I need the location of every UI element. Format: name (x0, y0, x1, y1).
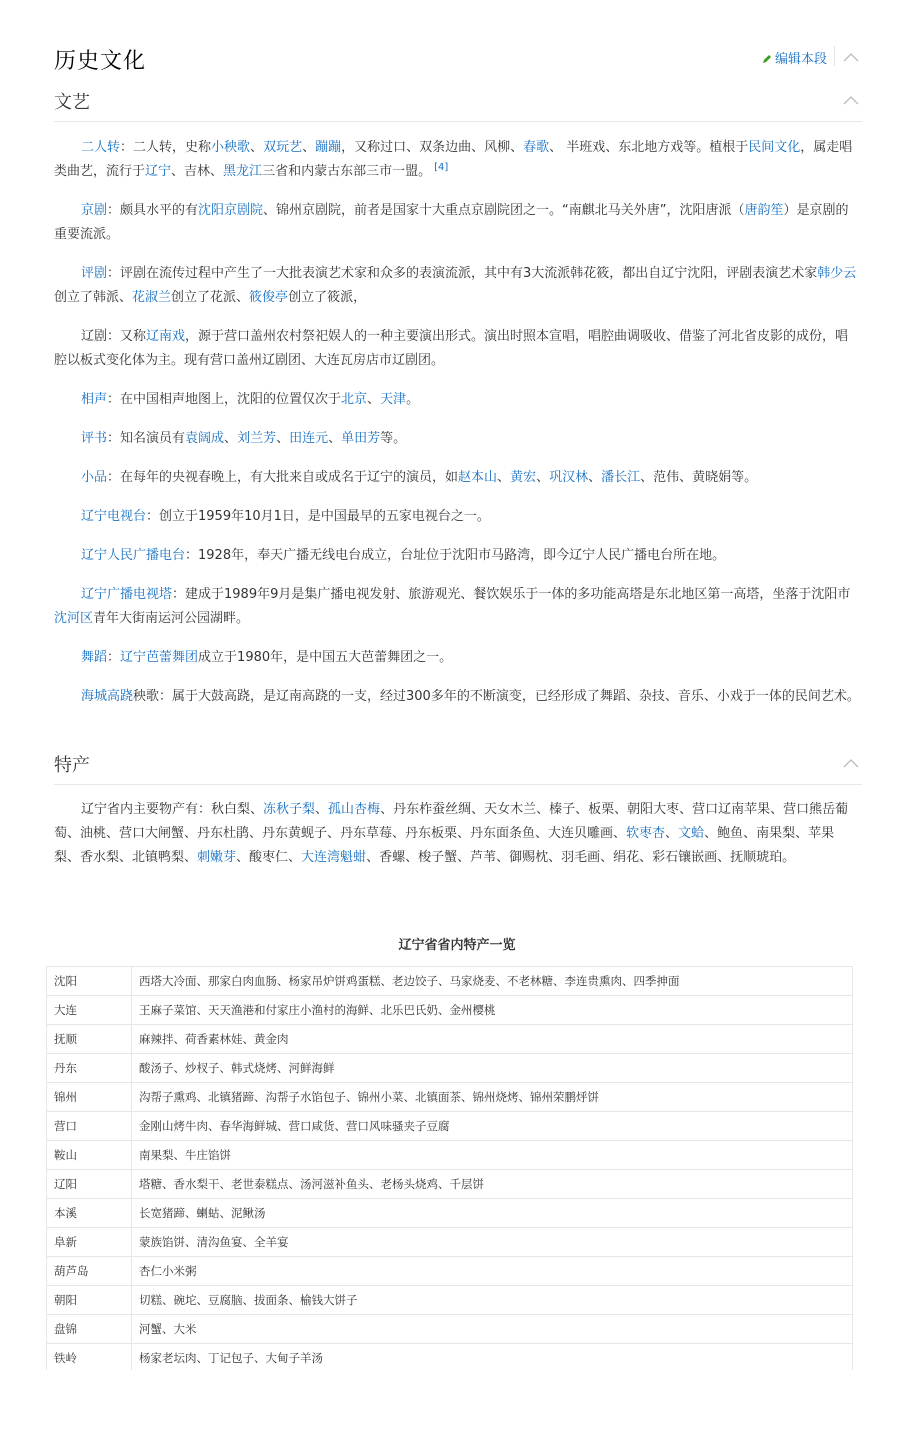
city-cell: 沈阳 (47, 967, 132, 996)
items-cell: 酸汤子、炒杈子、韩式烧烤、河鲜海鲜 (132, 1054, 853, 1083)
link-gonghanlin[interactable]: 巩汉林 (549, 470, 589, 485)
text: ，又称过口、双条边曲、风柳、 (341, 140, 524, 155)
text: ：1928年，奉天广播无线电台成立，台址位于沈阳市马路湾，即今辽宁人民广播电台所在地。 (185, 548, 726, 563)
table-row (47, 1083, 853, 1112)
link-minjianwenhua[interactable]: 民间文化 (748, 140, 801, 155)
text: ，源于营口盖州农村祭祀娱人的一种主要演出形式。演出时照本宣唱，唱腔曲调吸收、借鉴了河北省皮影的成份，唱腔以板式变化体为主。现有营口盖州辽剧团、大连瓦房店市辽剧团。 (54, 329, 849, 368)
items-cell: 长宽猪蹄、蝲蛄、泥鳅汤 (132, 1199, 853, 1228)
link-haicheng-gaoqiao[interactable]: 海城高跷 (81, 689, 134, 704)
items-cell: 金刚山烤牛肉、春华海鲜城、营口咸货、营口风味骚夹子豆腐 (132, 1112, 853, 1141)
text: ：评剧在流传过程中产生了一大批表演艺术家和众多的表演流派，其中有3大流派韩花筱，都出自辽宁沈阳，评剧表演艺术家 (107, 266, 818, 281)
paragraph-liaoju (54, 325, 860, 373)
text: 、吉林、 (171, 164, 224, 179)
link-tianjin[interactable]: 天津 (380, 392, 407, 407)
text: 、 (497, 470, 511, 485)
text: 辽剧：又称 (81, 329, 147, 344)
city-cell: 本溪 (47, 1199, 132, 1228)
paragraph-xiangsheng (54, 388, 860, 412)
link-ruanzaoxing[interactable]: 软枣杏 (626, 826, 666, 841)
paragraph-lntv (54, 505, 860, 529)
link-xiangsheng[interactable]: 相声 (81, 392, 108, 407)
city-cell: 阜新 (47, 1228, 132, 1257)
link-panchangjiang[interactable]: 潘长江 (601, 470, 641, 485)
text: 等。 (380, 431, 407, 446)
link-cinenya[interactable]: 刺嫩芽 (197, 850, 237, 865)
link-liaoning-tv[interactable]: 辽宁电视台 (81, 509, 147, 524)
city-cell: 大连 (47, 996, 132, 1025)
edit-section-label: 编辑本段 (775, 52, 828, 67)
text: 创立了筱派， (288, 290, 367, 305)
city-cell: 丹东 (47, 1054, 132, 1083)
table-caption: 辽宁省省内特产一览 (398, 938, 516, 953)
city-cell: 辽阳 (47, 1170, 132, 1199)
text: ：在每年的央视春晚上，有大批来自或成名于辽宁的演员，如 (107, 470, 459, 485)
link-shuangwanyi[interactable]: 双玩艺 (263, 140, 303, 155)
link-wenge[interactable]: 文蛤 (678, 826, 705, 841)
link-zhaobenshan[interactable]: 赵本山 (458, 470, 498, 485)
link-yuankuocheng[interactable]: 袁阔成 (185, 431, 225, 446)
edit-section-link[interactable] (762, 48, 827, 67)
city-cell: 铁岭 (47, 1344, 132, 1373)
subsection-divider (54, 784, 862, 785)
link-gushanxingmei[interactable]: 孤山杏梅 (328, 802, 381, 817)
collapse-arts-icon[interactable] (843, 95, 859, 105)
link-liaoning-radio[interactable]: 辽宁人民广播电台 (81, 548, 186, 563)
text: 、 (328, 431, 342, 446)
link-shenyang-jingjuyuan[interactable]: 沈阳京剧院 (198, 203, 264, 218)
text: ：创立于1959年10月1日，是中国最早的五家电视台之一。 (146, 509, 490, 524)
text: 、 (224, 431, 238, 446)
city-cell: 锦州 (47, 1083, 132, 1112)
text: 、鲍鱼、南果梨、苹果梨、香水梨、北镇鸭梨、 (54, 826, 835, 865)
text: ：二人转，史称 (120, 140, 212, 155)
text: 成立于1980年，是中国五大芭蕾舞团之一。 (198, 650, 453, 665)
link-jingju[interactable]: 京剧 (81, 203, 108, 218)
link-tianlianyuan[interactable]: 田连元 (289, 431, 329, 446)
items-cell: 杏仁小米粥 (132, 1257, 853, 1286)
text: 。 (406, 392, 420, 407)
link-dongqiuzili[interactable]: 冻秋子梨 (263, 802, 316, 817)
city-cell: 朝阳 (47, 1286, 132, 1315)
text: 青年大街南运河公园湖畔。 (93, 611, 250, 626)
link-xiaojunting[interactable]: 筱俊亭 (249, 290, 289, 305)
specialty-table (46, 966, 853, 1373)
collapse-specialty-icon[interactable] (843, 758, 859, 768)
paragraph-gaoqiao (54, 685, 860, 709)
paragraph-xiaopin (54, 466, 860, 490)
paragraph-tvtower (54, 583, 860, 631)
link-heilongjiang[interactable]: 黑龙江 (223, 164, 263, 179)
text: 、 (665, 826, 679, 841)
table-row (47, 1315, 853, 1344)
items-cell: 蒙族馅饼、清沟鱼宴、全羊宴 (132, 1228, 853, 1257)
link-pingju[interactable]: 评剧 (81, 266, 108, 281)
section-title: 历史文化 (54, 49, 147, 74)
text: 秧歌：属于大鼓高跷，是辽南高跷的一支，经过300多年的不断演变，已经形成了舞蹈、杂技、音乐、小戏于一体的民间艺术。 (133, 689, 860, 704)
text: 、 (536, 470, 550, 485)
link-beijing[interactable]: 北京 (341, 392, 368, 407)
text: 、 (276, 431, 290, 446)
text: 、范伟、黄晓娟等。 (640, 470, 758, 485)
items-cell: 王麻子菜馆、天天渔港和付家庄小渔村的海鲜、北乐巴氏奶、金州樱桃 (132, 996, 853, 1025)
link-shantianfang[interactable]: 单田芳 (341, 431, 381, 446)
items-cell: 杨家老坛肉、丁记包子、大甸子羊汤 (132, 1344, 853, 1373)
link-bengbeng[interactable]: 蹦蹦 (315, 140, 342, 155)
link-liaoning[interactable]: 辽宁 (145, 164, 172, 179)
items-cell: 河蟹、大米 (132, 1315, 853, 1344)
table-row (47, 1228, 853, 1257)
table-row (47, 996, 853, 1025)
items-cell: 沟帮子熏鸡、北镇猪蹄、沟帮子水馅包子、锦州小菜、北镇面茶、锦州烧烤、锦州荣鹏烀饼 (132, 1083, 853, 1112)
paragraph-pingshu (54, 427, 860, 451)
text: 、 (588, 470, 602, 485)
link-shenhe-district[interactable]: 沈河区 (54, 611, 94, 626)
link-errenzhuan[interactable]: 二人转 (81, 140, 121, 155)
text: ：在中国相声地图上，沈阳的位置仅次于 (107, 392, 342, 407)
divider (834, 46, 835, 66)
table-row (47, 967, 853, 996)
link-tv-tower[interactable]: 辽宁广播电视塔 (81, 587, 173, 602)
items-cell: 麻辣拌、荷香素林娃、黄金肉 (132, 1025, 853, 1054)
paragraph-lnradio (54, 544, 860, 568)
paragraph-pingju (54, 262, 860, 310)
text: ：知名演员有 (107, 431, 186, 446)
table-row (47, 1199, 853, 1228)
city-cell: 营口 (47, 1112, 132, 1141)
text: 三省和内蒙古东部三市一盟。 (262, 164, 432, 179)
city-cell: 葫芦岛 (47, 1257, 132, 1286)
text: 、 (302, 140, 316, 155)
table-row (47, 1054, 853, 1083)
link-ballet[interactable]: 辽宁芭蕾舞团 (120, 650, 199, 665)
text: ，属走唱类曲艺，流行于 (54, 140, 853, 179)
subsection-title-arts: 文艺 (54, 92, 90, 113)
text: ：建成于1989年9月是集广播电视发射、旅游观光、餐饮娱乐于一体的多功能高塔是东北地区第一高塔，坐落于沈阳市 (172, 587, 851, 602)
text: 、酸枣仁、 (236, 850, 302, 865)
collapse-section-icon[interactable] (843, 52, 859, 62)
city-cell: 鞍山 (47, 1141, 132, 1170)
link-huashulan[interactable]: 花淑兰 (132, 290, 172, 305)
link-pingshu[interactable]: 评书 (81, 431, 108, 446)
items-cell: 南果梨、牛庄馅饼 (132, 1141, 853, 1170)
text: 辽宁省内主要物产有：秋白梨、 (81, 802, 264, 817)
link-dalianwan-kuihan[interactable]: 大连湾魁蚶 (301, 850, 367, 865)
link-chunge[interactable]: 春歌 (523, 140, 550, 155)
text: ： (107, 650, 121, 665)
text: 创立了花派、 (171, 290, 250, 305)
link-liaonanxi[interactable]: 辽南戏 (146, 329, 186, 344)
text: 、 半班戏、东北地方戏等。植根于 (549, 140, 749, 155)
paragraph-dance (54, 646, 860, 670)
pencil-icon (762, 53, 772, 64)
text: 、丹东柞蚕丝绸、天女木兰、榛子、板栗、朝阳大枣、营口辽南苹果、营口熊岳葡萄、油桃、营口大闸蟹、丹东杜鹃、丹东黄蚬子、丹东草莓、丹东板栗、丹东面条鱼、大连贝雕画、 (54, 802, 849, 841)
subsection-title-specialty: 特产 (54, 755, 90, 776)
items-cell: 切糕、碗坨、豆腐脑、拔面条、榆钱大饼子 (132, 1286, 853, 1315)
table-row (47, 1344, 853, 1373)
text: 、香螺、梭子蟹、芦苇、御赐枕、羽毛画、绢花、彩石镶嵌画、抚顺琥珀。 (366, 850, 796, 865)
table-row (47, 1025, 853, 1054)
link-hanshaoyun[interactable]: 韩少云 (817, 266, 857, 281)
subsection-divider (54, 121, 862, 122)
city-cell: 盘锦 (47, 1315, 132, 1344)
table-row (47, 1112, 853, 1141)
link-huanghong[interactable]: 黄宏 (510, 470, 537, 485)
items-cell: 塔糖、香水梨干、老世泰糕点、汤河滋补鱼头、老杨头烧鸡、千层饼 (132, 1170, 853, 1199)
link-xiaopin[interactable]: 小品 (81, 470, 108, 485)
table-row (47, 1257, 853, 1286)
paragraph-jingju (54, 199, 860, 247)
link-tangyunsheng[interactable]: 唐韵笙 (744, 203, 784, 218)
text: ）是京剧的重要流派。 (54, 203, 849, 242)
table-row (47, 1286, 853, 1315)
paragraph-specialty (54, 798, 860, 870)
table-row (47, 1141, 853, 1170)
text: 、 (250, 140, 264, 155)
link-dance[interactable]: 舞蹈 (81, 650, 108, 665)
table-cutoff (40, 1370, 870, 1430)
link-xiaoyangge[interactable]: 小秧歌 (211, 140, 251, 155)
table-row (47, 1170, 853, 1199)
text: 、 (367, 392, 381, 407)
text: 、 (315, 802, 329, 817)
items-cell: 西塔大冷面、那家白肉血肠、杨家吊炉饼鸡蛋糕、老边饺子、马家烧麦、不老林糖、李连贵熏肉、四季抻面 (132, 967, 853, 996)
paragraph-errenzhuan (54, 136, 860, 184)
text: ：颇具水平的有 (107, 203, 199, 218)
city-cell: 抚顺 (47, 1025, 132, 1054)
text: 创立了韩派、 (54, 290, 133, 305)
link-liulanfang[interactable]: 刘兰芳 (237, 431, 277, 446)
reference-link[interactable]: [4] (434, 162, 449, 173)
text: 、锦州京剧院，前者是国家十大重点京剧院团之一。“南麒北马关外唐”，沈阳唐派（ (263, 203, 745, 218)
